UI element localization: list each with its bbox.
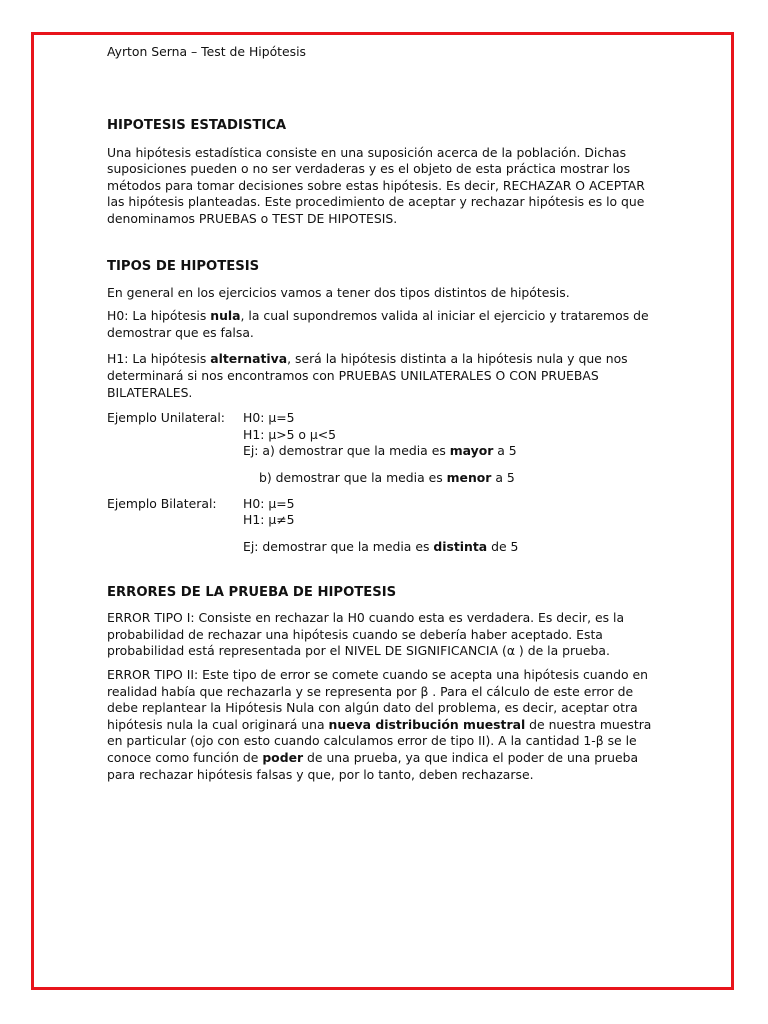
unilateral-ej-b: b) demostrar que la media es menor a 5 [259,469,515,485]
section-title-errores: ERRORES DE LA PRUEBA DE HIPOTESIS [107,585,397,601]
bilateral-h1: H1: μ≠5 [243,512,295,528]
document-body [107,44,659,783]
ejemplo-bilateral-label: Ejemplo Bilateral: [107,495,217,511]
unilateral-ej-a: Ej: a) demostrar que la media es mayor a 5 [243,443,517,459]
document-header: Ayrton Serna – Test de Hipótesis [107,44,306,59]
bilateral-ej: Ej: demostrar que la media es distinta de 5 [243,538,519,554]
unilateral-h1: H1: μ>5 o μ<5 [243,426,337,442]
paragraph-definicion: Una hipótesis estadística consiste en una suposición acerca de la población. Dichas suposiciones pueden o no ser verdaderas y es el objeto de esta práctica mostrar los métodos para tomar decisiones sobre estas hipótesis. Es decir, RECHAZAR O ACEPTAR las hipótesis planteadas. Este procedimiento de aceptar y rechazar hipótesis es lo que denominamos PRUEBAS o TEST DE HIPOTESIS. [107,144,645,226]
ejemplo-unilateral-label: Ejemplo Unilateral: [107,410,225,426]
paragraph-h0: H0: La hipótesis nula, la cual supondremos valida al iniciar el ejercicio y trataremos de demostrar que es falsa. [107,308,649,340]
paragraph-error-tipo-2: ERROR TIPO II: Este tipo de error se comete cuando se acepta una hipótesis cuando en realidad había que rechazarla y se representa por β . Para el cálculo de este error de debe replantear la Hipótesis Nula con algún dato del problema, es decir, aceptar otra hipótesis nula la cual originará una nueva distribución muestral de nuestra muestra en particular (ojo con esto cuando calculamos error de tipo II). A la cantidad 1-β se le conoce como función de poder de una prueba, ya que indica el poder de una prueba para rechazar hipótesis falsas y que, por lo tanto, deben rechazarse. [107,667,652,782]
paragraph-h1: H1: La hipótesis alternativa, será la hipótesis distinta a la hipótesis nula y que nos determinará si nos encontramos con PRUEBAS UNILATERALES O CON PRUEBAS BILATERALES. [107,351,628,400]
paragraph-intro-tipos: En general en los ejercicios vamos a tener dos tipos distintos de hipótesis. [107,284,570,300]
bilateral-h0: H0: μ=5 [243,495,295,511]
ejemplo-bilateral [107,496,659,556]
section-title-tipos-de-hipotesis: TIPOS DE HIPOTESIS [107,258,260,274]
ejemplo-unilateral [107,410,659,486]
unilateral-h0: H0: μ=5 [243,410,295,426]
paragraph-error-tipo-1: ERROR TIPO I: Consiste en rechazar la H0 cuando esta es verdadera. Es decir, es la probabilidad de rechazar una hipótesis cuando se debería haber aceptado. Esta probabilidad está representada por el NIVEL DE SIGNIFICANCIA (α ) de la prueba. [107,610,625,659]
section-title-hipotesis-estadistica: HIPOTESIS ESTADISTICA [107,117,287,133]
